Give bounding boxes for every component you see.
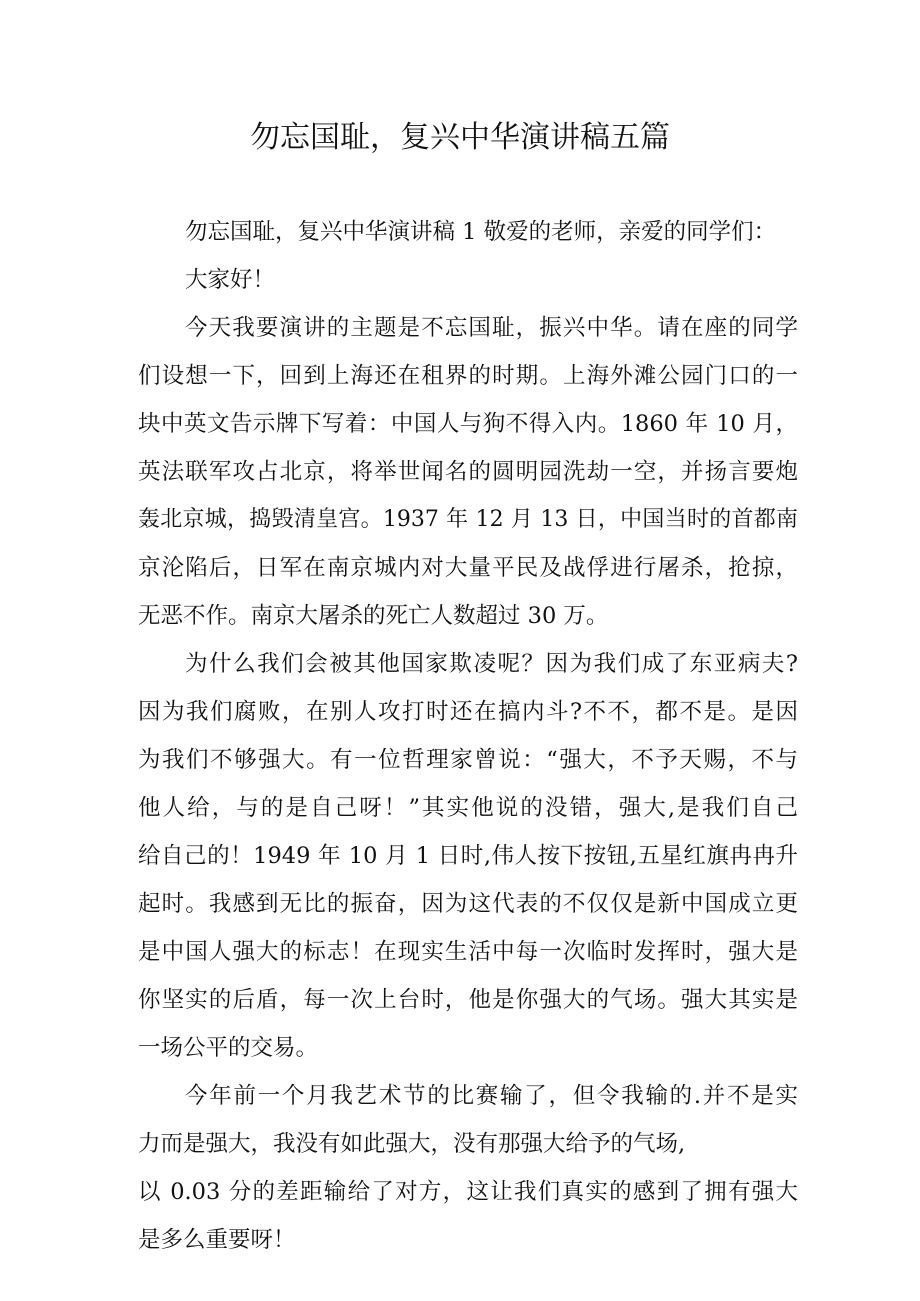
body-text-line: 为我们不够强大。有一位哲理家曾说：“强大，不予天赐，不与 — [138, 747, 798, 773]
body-text-line: 轰北京城，捣毁清皇宫。1937 年 12 月 13 日，中国当时的首都南 — [138, 507, 798, 532]
body-text-line: 无恶不作。南京大屠杀的死亡人数超过 30 万。 — [138, 603, 609, 629]
body-text-line: 力而是强大，我没有如此强大，没有那强大给予的气场, — [138, 1131, 686, 1157]
body-text-line: 给自己的！1949 年 10 月 1 日时,伟人按下按钮,五星红旗冉冉升 — [138, 843, 798, 869]
body-text-line: 块中英文告示牌下写着：中国人与狗不得入内。1860 年 10 月， — [138, 411, 798, 437]
document-body — [138, 208, 798, 1264]
body-text-line: 今年前一个月我艺术节的比赛输了，但令我输的.并不是实 — [185, 1083, 798, 1109]
body-text-line: 大家好！ — [185, 267, 276, 293]
body-text-line: 一场公平的交易。 — [138, 1035, 319, 1061]
body-text-line: 因为我们腐败，在别人攻打时还在搞内斗?不不，都不是。是因 — [138, 699, 798, 725]
body-text-line: 勿忘国耻，复兴中华演讲稿 1 敬爱的老师，亲爱的同学们： — [185, 219, 777, 245]
body-text-line: 起时。我感到无比的振奋，因为这代表的不仅仅是新中国成立更 — [138, 891, 798, 917]
body-text-line: 们设想一下，回到上海还在租界的时期。上海外滩公园门口的一 — [138, 363, 798, 389]
body-text-line: 你坚实的后盾，每一次上台时，他是你强大的气场。强大其实是 — [138, 987, 798, 1013]
body-text-line: 英法联军攻占北京，将举世闻名的圆明园洗劫一空，并扬言要炮 — [138, 459, 798, 485]
body-text-line: 是多么重要呀！ — [138, 1227, 296, 1253]
body-text-line: 为什么我们会被其他国家欺凌呢？因为我们成了东亚病夫? — [185, 651, 798, 677]
body-text-line: 他人给，与的是自己呀！”其实他说的没错，强大,是我们自己 — [138, 795, 798, 821]
document-title: 勿忘国耻，复兴中华演讲稿五篇 — [250, 120, 670, 155]
body-text-line: 今天我要演讲的主题是不忘国耻，振兴中华。请在座的同学 — [185, 315, 798, 341]
body-text-line: 是中国人强大的标志！在现实生活中每一次临时发挥时，强大是 — [138, 939, 798, 965]
body-text-line: 以 0.03 分的差距输给了对方，这让我们真实的感到了拥有强大 — [138, 1179, 798, 1205]
body-text-line: 京沦陷后，日军在南京城内对大量平民及战俘进行屠杀，抢掠， — [138, 555, 798, 581]
